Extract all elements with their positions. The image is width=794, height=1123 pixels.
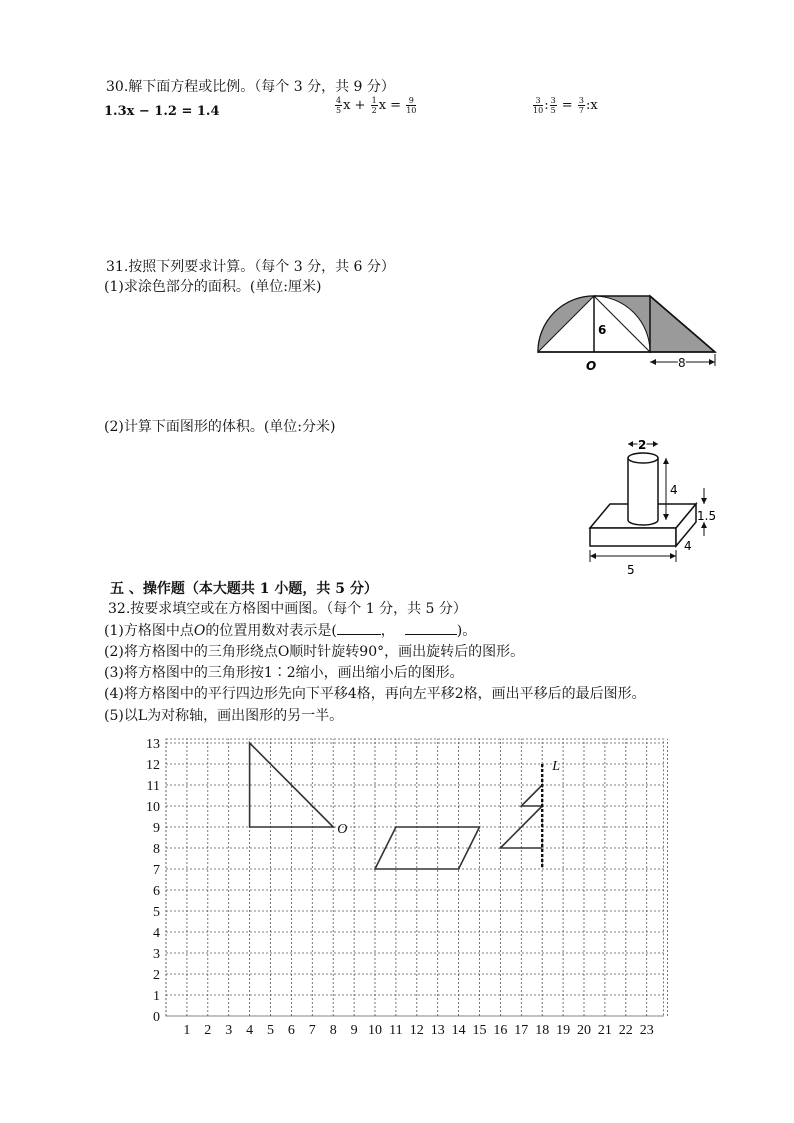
q31-title: 31.按照下列要求计算。（每个 3 分，共 6 分） [106, 259, 395, 275]
x-tick-label: 21 [597, 1023, 612, 1038]
grid-shapes [250, 743, 561, 869]
cylinder-on-prism-figure [582, 432, 722, 580]
line-text: (1)方格图中点 [104, 623, 194, 639]
y-tick-label: 1 [153, 989, 160, 1004]
q32-line-5: (5)以L为对称轴，画出图形的另一半。 [104, 708, 344, 724]
y-tick-label: 13 [146, 737, 160, 752]
half-figure-top [521, 785, 542, 806]
x-tick-label: 16 [493, 1023, 508, 1038]
q32-line-4: (4)将方格图中的平行四边形先向下平移4格，再向左平移2格，画出平移后的最后图形。 [104, 686, 646, 702]
q30-equation-3 [532, 96, 598, 115]
fraction: $\frac{4}{5}$ [336, 96, 342, 115]
x-tick-label: 12 [409, 1023, 424, 1038]
x-axis-labels [183, 1023, 653, 1038]
x-tick-label: 22 [618, 1023, 633, 1038]
eq-text: :x [585, 98, 598, 113]
label-o: O [586, 359, 597, 373]
x-tick-label: 14 [451, 1023, 466, 1038]
x-tick-label: 4 [246, 1023, 254, 1038]
x-tick-label: 15 [472, 1023, 487, 1038]
label-1-5: 1.5 [697, 509, 717, 523]
line-text: ， [380, 623, 395, 639]
q31-part1: (1)求涂色部分的面积。(单位:厘米) [104, 279, 322, 295]
label-4b: 4 [684, 539, 692, 553]
q32-line-3: (3)将方格图中的三角形按1∶2缩小，画出缩小后的图形。 [104, 665, 464, 681]
point-o-label: O [337, 822, 348, 837]
point-o-ref: O [193, 623, 206, 639]
x-tick-label: 17 [514, 1023, 529, 1038]
y-tick-label: 11 [146, 779, 160, 794]
x-tick-label: 20 [577, 1023, 591, 1038]
x-tick-label: 23 [639, 1023, 654, 1038]
x-tick-label: 1 [183, 1023, 191, 1038]
q32-title: 32.按要求填空或在方格图中画图。（每个 1 分，共 5 分） [108, 601, 467, 617]
answer-blank-y[interactable] [405, 622, 457, 635]
fraction: $\frac{3}{5}$ [550, 96, 556, 115]
y-tick-label: 2 [153, 968, 160, 983]
x-tick-label: 19 [556, 1023, 571, 1038]
eq-text: : [544, 98, 549, 113]
y-tick-label: 10 [146, 800, 160, 815]
y-tick-label: 6 [153, 884, 160, 899]
eq-text: x = [378, 98, 406, 113]
x-tick-label: 11 [389, 1023, 403, 1038]
y-tick-label: 12 [146, 758, 160, 773]
y-tick-label: 0 [153, 1010, 160, 1025]
y-tick-label: 4 [153, 926, 160, 941]
x-tick-label: 3 [225, 1023, 233, 1038]
x-tick-label: 2 [204, 1023, 212, 1038]
x-tick-label: 10 [368, 1023, 382, 1038]
fraction: $\frac{1}{2}$ [371, 96, 377, 115]
answer-blank-x[interactable] [337, 622, 381, 635]
cylinder-bottom [628, 520, 658, 525]
line-text: )。 [456, 623, 477, 639]
label-4a: 4 [670, 483, 678, 497]
y-tick-label: 5 [153, 905, 160, 920]
q30-equation-2 [334, 96, 417, 115]
x-tick-label: 18 [535, 1023, 550, 1038]
grid-lines [166, 739, 668, 1016]
cylinder-body [628, 458, 658, 520]
eq-text: x + [343, 98, 370, 113]
q30-title: 30.解下面方程或比例。（每个 3 分，共 9 分） [106, 79, 395, 95]
label-2: 2 [638, 438, 647, 452]
x-tick-label: 13 [430, 1023, 445, 1038]
fraction: $\frac{9}{10}$ [406, 96, 417, 115]
label-8: 8 [678, 356, 686, 370]
q32-line-2: (2)将方格图中的三角形绕点O顺时针旋转90°，画出旋转后的图形。 [104, 644, 525, 660]
line-text: 的位置用数对表示是( [205, 623, 337, 639]
q32-line-1 [104, 620, 476, 640]
y-axis-labels [146, 737, 160, 1025]
q30-equation-1: 1.3x − 1.2 = 1.4 [104, 104, 220, 119]
cylinder-top [628, 453, 658, 463]
y-tick-label: 8 [153, 842, 160, 857]
x-tick-label: 6 [287, 1023, 295, 1038]
y-tick-label: 3 [153, 947, 160, 962]
y-tick-label: 7 [153, 863, 160, 878]
y-tick-label: 9 [153, 821, 160, 836]
fraction: $\frac{3}{10}$ [533, 96, 544, 115]
x-tick-label: 5 [267, 1023, 274, 1038]
label-6: 6 [598, 323, 607, 337]
axis-l-label: L [552, 759, 560, 774]
x-tick-label: 9 [350, 1023, 358, 1038]
fraction: $\frac{3}{7}$ [578, 96, 584, 115]
x-tick-label: 7 [308, 1023, 316, 1038]
label-5: 5 [627, 563, 635, 577]
shaded-area-figure [530, 290, 730, 380]
eq-text: = [557, 98, 577, 113]
section-5-title: 五 、操作题（本大题共 1 小题，共 5 分） [110, 581, 378, 597]
grid-border [166, 739, 664, 1016]
prism-front [590, 528, 676, 546]
x-tick-label: 8 [329, 1023, 337, 1038]
q31-part2: (2)计算下面图形的体积。(单位:分米) [104, 419, 336, 435]
coordinate-grid [130, 718, 690, 1048]
